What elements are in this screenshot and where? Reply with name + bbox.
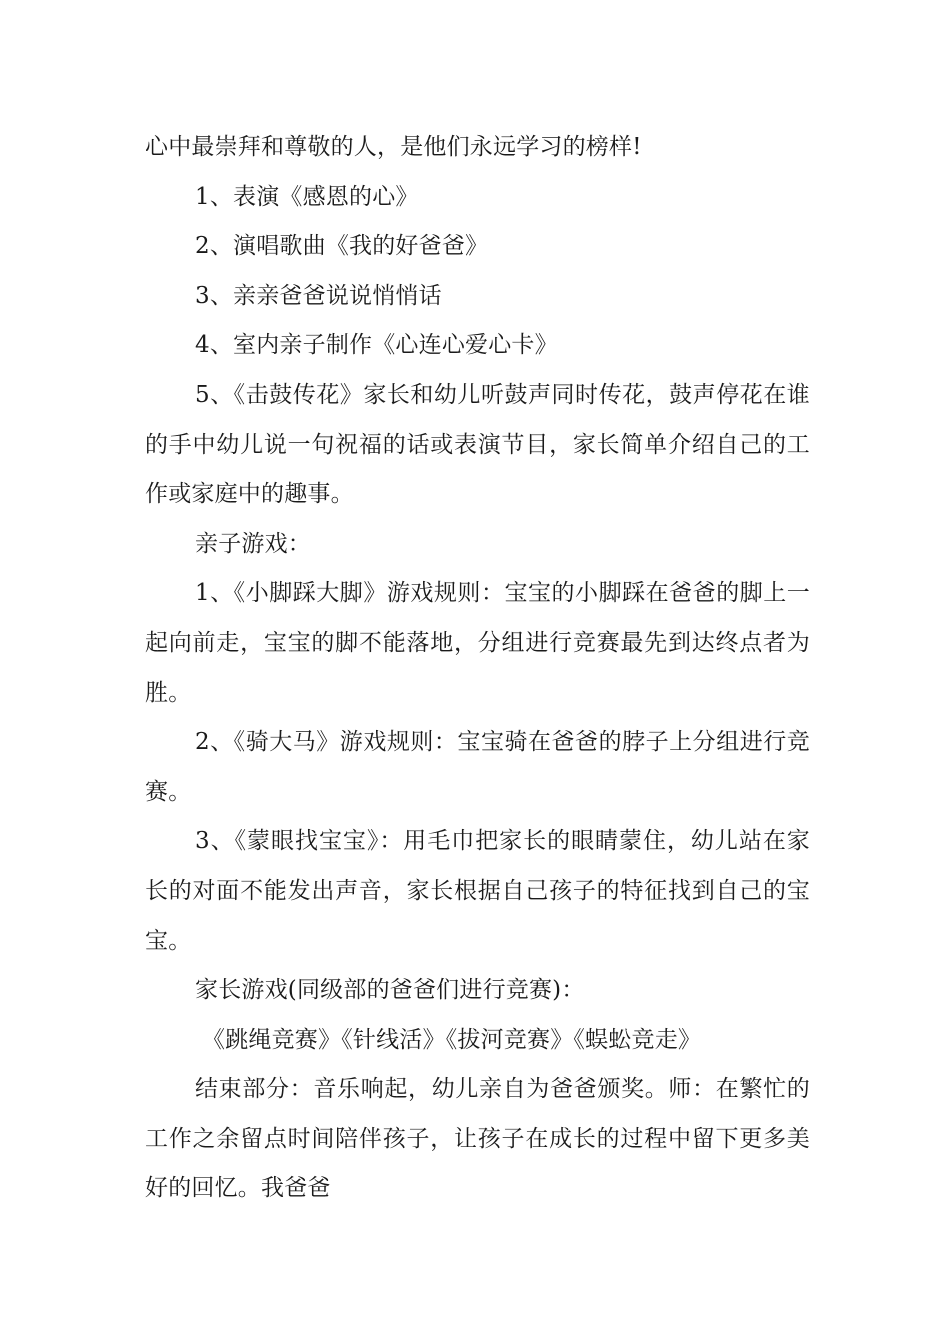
paragraph-game-1: 1、《小脚踩大脚》游戏规则：宝宝的小脚踩在爸爸的脚上一起向前走，宝宝的脚不能落地，分组进行竞赛最先到达终点者为胜。 — [145, 580, 810, 706]
paragraph-item-2: 2、演唱歌曲《我的好爸爸》 — [195, 233, 489, 260]
document-body — [145, 123, 810, 1214]
section-heading-parent-child-games: 亲子游戏： — [195, 530, 311, 557]
paragraph-item-4: 4、室内亲子制作《心连心爱心卡》 — [195, 332, 558, 359]
paragraph-parent-game-list: 《跳绳竞赛》《针线活》《拔河竞赛》《蜈蚣竞走》 — [202, 1026, 702, 1053]
paragraph-item-3: 3、亲亲爸爸说说悄悄话 — [195, 282, 442, 309]
paragraph-closing: 结束部分：音乐响起，幼儿亲自为爸爸颁奖。师：在繁忙的工作之余留点时间陪伴孩子，让孩子在成长的过程中留下更多美好的回忆。我爸爸 — [145, 1076, 810, 1202]
paragraph-intro-continuation: 心中最崇拜和尊敬的人，是他们永远学习的榜样! — [145, 134, 642, 160]
paragraph-item-5: 5、《击鼓传花》家长和幼儿听鼓声同时传花，鼓声停花在谁的手中幼儿说一句祝福的话或表演节目，家长简单介绍自己的工作或家庭中的趣事。 — [145, 381, 810, 508]
paragraph-game-2: 2、《骑大马》游戏规则：宝宝骑在爸爸的脖子上分组进行竞赛。 — [145, 729, 810, 805]
paragraph-game-3: 3、《蒙眼找宝宝》：用毛巾把家长的眼睛蒙住，幼儿站在家长的对面不能发出声音，家长根据自己孩子的特征找到自己的宝宝。 — [145, 828, 810, 954]
paragraph-item-1: 1、表演《感恩的心》 — [195, 183, 419, 210]
section-heading-parent-games: 家长游戏(同级部的爸爸们进行竞赛)： — [195, 977, 585, 1004]
